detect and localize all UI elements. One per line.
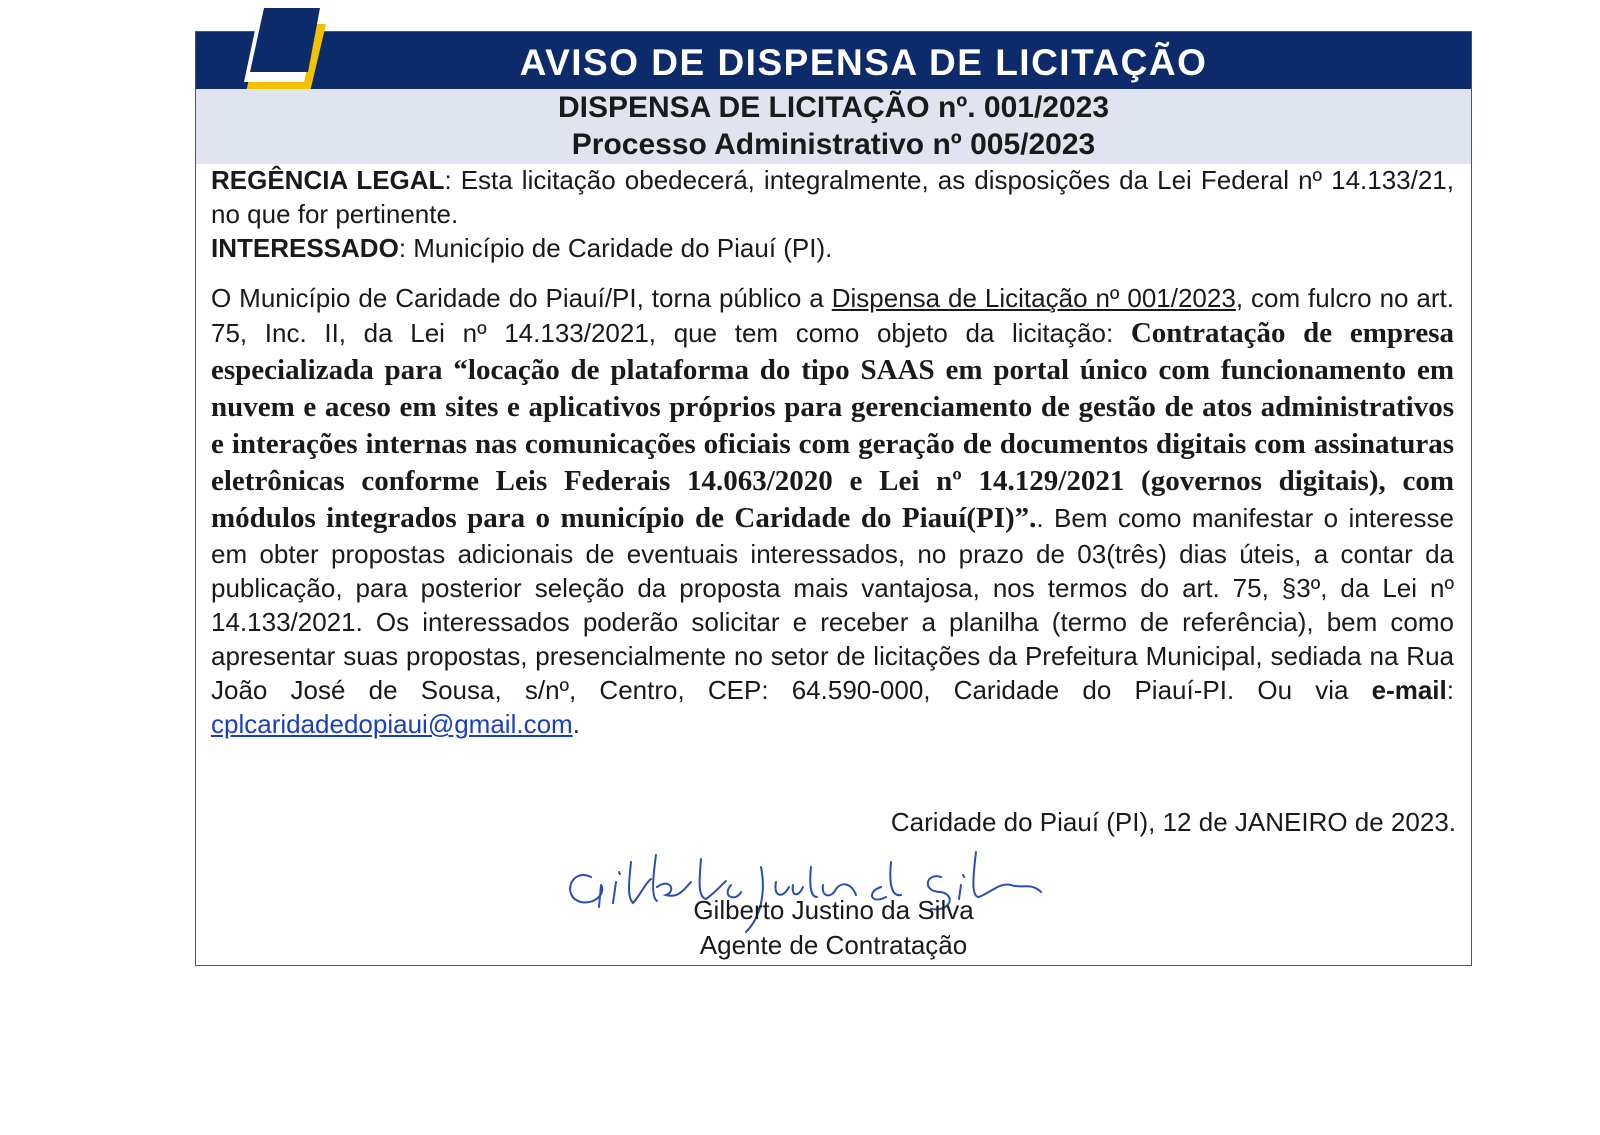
body-paragraph: [211, 281, 1454, 741]
regencia-text: : Esta licitação obedecerá, integralmente, as disposições da Lei Federal nº 14.133/21, no que for pertinente.: [211, 165, 1454, 229]
interessado-label: INTERESSADO: [211, 233, 399, 263]
signer-block: [196, 893, 1471, 963]
dispensa-reference: Dispensa de Licitação nº 001/2023: [831, 283, 1236, 313]
email-label: e-mail: [1371, 675, 1447, 705]
signer-role: Agente de Contratação: [699, 930, 968, 960]
body-after-link: , com fulcro no art. 75, Inc. II, da Lei nº 14.133/2021, que tem como objeto da licitação:: [211, 283, 1454, 348]
interessado-text: : Município de Caridade do Piauí (PI).: [398, 233, 833, 263]
notice-content: [211, 163, 1454, 741]
date-line: Caridade do Piauí (PI), 12 de JANEIRO de 2023.: [890, 807, 1456, 837]
subheader: [196, 89, 1471, 164]
signer-name: Gilberto Justino da Silva: [693, 895, 974, 925]
email-link[interactable]: cplcaridadedopiaui@gmail.com: [211, 709, 573, 739]
header-banner: [196, 32, 1471, 89]
body-continuation: . Bem como manifestar o interesse em obter propostas adicionais de eventuais interessados, no prazo de 03(três) dias úteis, a contar da publicação, para posterior seleção da proposta mais vantajosa, nos termos do art. 75, §3º, da Lei nº 14.133/2021. Os interessados poderão solicitar e receber a planilha (termo de referência), bem como apresentar suas propostas, presencialmente no setor de licitações da Prefeitura Municipal, sediada na Rua João José de Sousa, s/nº, Centro, CEP: 64.590-000, Caridade do Piauí-PI. Ou via: [211, 503, 1455, 705]
regencia-label: REGÊNCIA LEGAL: [211, 165, 445, 195]
regencia-paragraph: [211, 163, 1454, 231]
notice-box: [195, 31, 1472, 966]
interessado-paragraph: [211, 231, 1454, 265]
page-title: AVISO DE DISPENSA DE LICITAÇÃO: [519, 42, 1208, 83]
email-colon: :: [1446, 675, 1454, 705]
body-intro: O Município de Caridade do Piauí/PI, torna público a: [211, 283, 832, 313]
dispensa-number: DISPENSA DE LICITAÇÃO nº. 001/2023: [557, 91, 1110, 124]
objeto-text: Contratação de empresa especializada para “locação de plataforma do tipo SAAS em portal único com funcionamento em nuvem e aceso em sites e aplicativos próprios para gerenciamento de gestão de atos administrativos e interações internas nas comunicações oficiais com geração de documentos digitais com assinaturas eletrônicas conforme Leis Federais 14.063/2020 e Lei nº 14.129/2021 (governos digitais), com módulos integrados para o município de Caridade do Piauí(PI)”.: [211, 317, 1454, 534]
body-end: .: [572, 709, 580, 739]
process-number: Processo Administrativo nº 005/2023: [571, 128, 1096, 161]
